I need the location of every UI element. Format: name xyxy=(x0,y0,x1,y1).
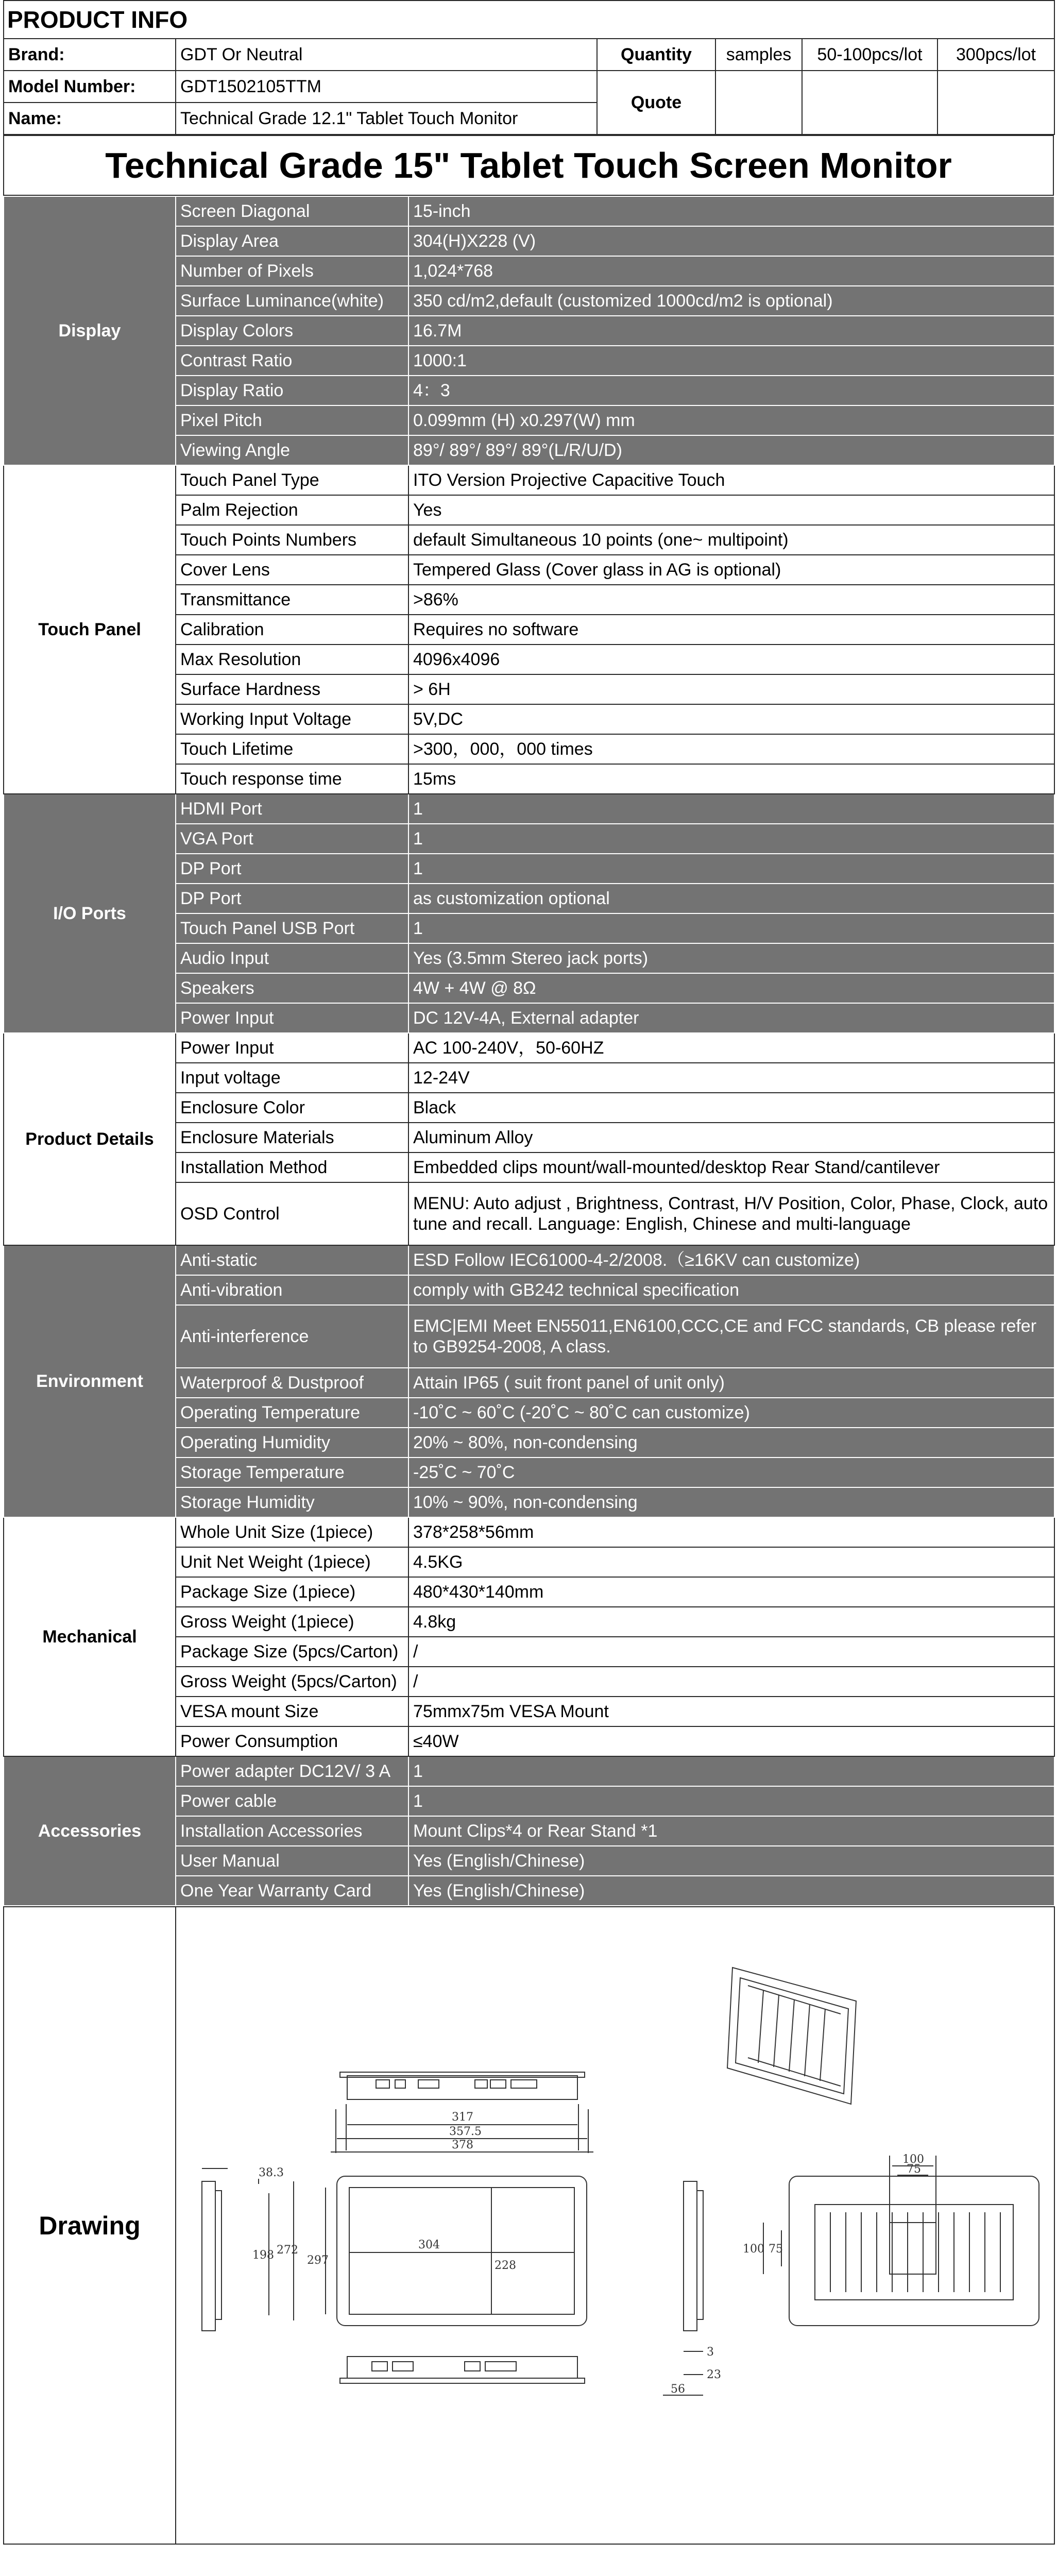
spec-key: HDMI Port xyxy=(176,794,408,824)
qty-col-50-100: 50-100pcs/lot xyxy=(802,39,937,71)
spec-key: Cover Lens xyxy=(176,555,408,585)
model-value: GDT1502105TTM xyxy=(176,71,597,103)
quote-samples-cell xyxy=(715,71,802,134)
spec-key: Touch Panel Type xyxy=(176,465,408,495)
dim-23: 23 xyxy=(707,2368,721,2381)
spec-value: default Simultaneous 10 points (one~ multipoint) xyxy=(408,525,1054,555)
spec-value: Attain IP65 ( suit front panel of unit only) xyxy=(408,1368,1054,1398)
title-table xyxy=(3,135,1054,196)
dim-228: 228 xyxy=(495,2259,516,2272)
section-label: Mechanical xyxy=(4,1517,176,1756)
spec-key: Waterproof & Dustproof xyxy=(176,1368,408,1398)
spec-value: / xyxy=(408,1637,1054,1667)
spec-value: Aluminum Alloy xyxy=(408,1123,1054,1153)
spec-value: DC 12V-4A, External adapter xyxy=(408,1003,1054,1033)
dim-198: 198 xyxy=(252,2249,274,2262)
spec-key: Installation Method xyxy=(176,1153,408,1182)
sheet-title: PRODUCT INFO xyxy=(4,1,1054,39)
spec-value: AC 100-240V，50-60HZ xyxy=(408,1033,1054,1063)
spec-key: Package Size (1piece) xyxy=(176,1577,408,1607)
dim-272: 272 xyxy=(277,2244,298,2257)
section-label: I/O Ports xyxy=(4,794,176,1033)
spec-value: 0.099mm (H) x0.297(W) mm xyxy=(408,405,1054,435)
spec-table xyxy=(3,196,1055,1906)
spec-key: Unit Net Weight (1piece) xyxy=(176,1547,408,1577)
spec-value: 1 xyxy=(408,913,1054,943)
section-label: Environment xyxy=(4,1245,176,1517)
spec-value: 1 xyxy=(408,1756,1054,1786)
spec-key: Power Consumption xyxy=(176,1726,408,1756)
spec-value: EMC|EMI Meet EN55011,EN6100,CCC,CE and FCC standards, CB please refer to GB9254-2008, A class. xyxy=(408,1305,1054,1368)
spec-value: 1 xyxy=(408,824,1054,854)
spec-value: 480*430*140mm xyxy=(408,1577,1054,1607)
spec-key: DP Port xyxy=(176,854,408,884)
spec-value: 10% ~ 90%, non-condensing xyxy=(408,1487,1054,1517)
dim-357-5: 357.5 xyxy=(449,2125,482,2138)
brand-value: GDT Or Neutral xyxy=(176,39,597,71)
spec-value: 4.5KG xyxy=(408,1547,1054,1577)
spec-value: comply with GB242 technical specification xyxy=(408,1275,1054,1305)
spec-key: Number of Pixels xyxy=(176,256,408,286)
spec-key: Pixel Pitch xyxy=(176,405,408,435)
spec-key: Display Area xyxy=(176,226,408,256)
spec-value: Yes xyxy=(408,495,1054,525)
spec-value: 15ms xyxy=(408,764,1054,794)
spec-key: Power Input xyxy=(176,1033,408,1063)
spec-row xyxy=(4,196,1054,226)
spec-key: VGA Port xyxy=(176,824,408,854)
spec-key: Audio Input xyxy=(176,943,408,973)
dim-304: 304 xyxy=(418,2239,440,2251)
spec-value: Black xyxy=(408,1093,1054,1123)
spec-value: ≤40W xyxy=(408,1726,1054,1756)
dim-100-side: 100 xyxy=(743,2243,764,2256)
section-label: Product Details xyxy=(4,1033,176,1245)
quote-label: Quote xyxy=(597,71,715,134)
spec-key: Touch Points Numbers xyxy=(176,525,408,555)
spec-key: Transmittance xyxy=(176,585,408,615)
spec-key: Palm Rejection xyxy=(176,495,408,525)
section-label: Touch Panel xyxy=(4,465,176,794)
product-info-sheet xyxy=(3,0,1054,2545)
spec-value: >86% xyxy=(408,585,1054,615)
spec-key: Surface Luminance(white) xyxy=(176,286,408,316)
spec-key: Display Colors xyxy=(176,316,408,346)
isometric-view-drawing xyxy=(727,1968,856,2104)
spec-value: 89°/ 89°/ 89°/ 89°(L/R/U/D) xyxy=(408,435,1054,465)
model-label: Model Number: xyxy=(4,71,176,103)
technical-drawing xyxy=(176,1908,1053,2543)
spec-value: Yes (3.5mm Stereo jack ports) xyxy=(408,943,1054,973)
spec-key: Storage Temperature xyxy=(176,1458,408,1487)
dim-378: 378 xyxy=(452,2139,473,2151)
spec-key: Input voltage xyxy=(176,1063,408,1093)
spec-key: One Year Warranty Card xyxy=(176,1876,408,1906)
spec-key: Enclosure Color xyxy=(176,1093,408,1123)
spec-key: Display Ratio xyxy=(176,376,408,405)
spec-value: -10˚C ~ 60˚C (-20˚C ~ 80˚C can customize) xyxy=(408,1398,1054,1428)
drawing-table xyxy=(3,1906,1055,2545)
spec-key: Power adapter DC12V/ 3 A xyxy=(176,1756,408,1786)
spec-row xyxy=(4,1517,1054,1547)
spec-value: 1 xyxy=(408,794,1054,824)
spec-value: 4W + 4W @ 8Ω xyxy=(408,973,1054,1003)
spec-key: Max Resolution xyxy=(176,645,408,674)
spec-value: ITO Version Projective Capacitive Touch xyxy=(408,465,1054,495)
spec-value: 4：3 xyxy=(408,376,1054,405)
spec-key: Working Input Voltage xyxy=(176,704,408,734)
spec-key: Anti-static xyxy=(176,1245,408,1275)
section-label: Accessories xyxy=(4,1756,176,1906)
spec-value: 378*258*56mm xyxy=(408,1517,1054,1547)
spec-value: Tempered Glass (Cover glass in AG is optional) xyxy=(408,555,1054,585)
spec-key: Anti-interference xyxy=(176,1305,408,1368)
spec-value: ESD Follow IEC61000-4-2/2008.（≥16KV can customize) xyxy=(408,1245,1054,1275)
spec-key: OSD Control xyxy=(176,1182,408,1245)
spec-value: MENU: Auto adjust , Brightness, Contrast, H/V Position, Color, Phase, Clock, auto tune and recall. Language: English, Chinese and multi-language xyxy=(408,1182,1054,1245)
side-view-right-drawing xyxy=(663,2181,703,2395)
spec-value: as customization optional xyxy=(408,884,1054,913)
header-table xyxy=(3,0,1055,135)
spec-key: VESA mount Size xyxy=(176,1697,408,1726)
spec-key: Whole Unit Size (1piece) xyxy=(176,1517,408,1547)
spec-value: 15-inch xyxy=(408,196,1054,226)
dim-75-top: 75 xyxy=(907,2163,921,2176)
dim-75-side: 75 xyxy=(769,2243,783,2256)
spec-key: Screen Diagonal xyxy=(176,196,408,226)
spec-key: Power cable xyxy=(176,1786,408,1816)
spec-key: Gross Weight (1piece) xyxy=(176,1607,408,1637)
spec-key: Gross Weight (5pcs/Carton) xyxy=(176,1667,408,1697)
spec-row xyxy=(4,1033,1054,1063)
spec-key: Enclosure Materials xyxy=(176,1123,408,1153)
spec-value: 1000:1 xyxy=(408,346,1054,376)
spec-value: Requires no software xyxy=(408,615,1054,645)
spec-key: DP Port xyxy=(176,884,408,913)
spec-value: 1,024*768 xyxy=(408,256,1054,286)
spec-value: Mount Clips*4 or Rear Stand *1 xyxy=(408,1816,1054,1846)
drawing-area xyxy=(176,1907,1054,2544)
quantity-label: Quantity xyxy=(597,39,715,71)
spec-value: 1 xyxy=(408,854,1054,884)
brand-label: Brand: xyxy=(4,39,176,71)
spec-value: 20% ~ 80%, non-condensing xyxy=(408,1428,1054,1458)
name-label: Name: xyxy=(4,103,176,134)
spec-key: Touch Lifetime xyxy=(176,734,408,764)
spec-value: 16.7M xyxy=(408,316,1054,346)
dim-297: 297 xyxy=(307,2254,329,2267)
dim-38-3: 38.3 xyxy=(259,2166,284,2179)
spec-key: Contrast Ratio xyxy=(176,346,408,376)
spec-key: Speakers xyxy=(176,973,408,1003)
spec-value: 5V,DC xyxy=(408,704,1054,734)
spec-value: 1 xyxy=(408,1786,1054,1816)
spec-key: Package Size (5pcs/Carton) xyxy=(176,1637,408,1667)
spec-key: Touch Panel USB Port xyxy=(176,913,408,943)
spec-key: Touch response time xyxy=(176,764,408,794)
spec-value: 304(H)X228 (V) xyxy=(408,226,1054,256)
spec-key: User Manual xyxy=(176,1846,408,1876)
spec-key: Viewing Angle xyxy=(176,435,408,465)
dim-100-top: 100 xyxy=(902,2153,924,2166)
spec-value: Yes (English/Chinese) xyxy=(408,1876,1054,1906)
spec-key: Operating Humidity xyxy=(176,1428,408,1458)
drawing-label: Drawing xyxy=(4,1907,176,2544)
spec-key: Calibration xyxy=(176,615,408,645)
spec-body xyxy=(4,196,1054,1906)
spec-value: Embedded clips mount/wall-mounted/desktop Rear Stand/cantilever xyxy=(408,1153,1054,1182)
spec-value: 350 cd/m2,default (customized 1000cd/m2 is optional) xyxy=(408,286,1054,316)
quote-50-100-cell xyxy=(802,71,937,134)
dim-317: 317 xyxy=(452,2111,473,2124)
spec-value: 4096x4096 xyxy=(408,645,1054,674)
spec-row xyxy=(4,794,1054,824)
bottom-view-drawing xyxy=(340,2357,585,2383)
spec-value: 12-24V xyxy=(408,1063,1054,1093)
spec-value: Yes (English/Chinese) xyxy=(408,1846,1054,1876)
spec-row xyxy=(4,1756,1054,1786)
section-label: Display xyxy=(4,196,176,465)
rear-view-drawing xyxy=(763,2156,1039,2326)
spec-value: -25˚C ~ 70˚C xyxy=(408,1458,1054,1487)
name-value: Technical Grade 12.1" Tablet Touch Monitor xyxy=(176,103,597,134)
spec-row xyxy=(4,1245,1054,1275)
spec-value: 75mmx75m VESA Mount xyxy=(408,1697,1054,1726)
spec-key: Installation Accessories xyxy=(176,1816,408,1846)
spec-key: Storage Humidity xyxy=(176,1487,408,1517)
dim-3: 3 xyxy=(707,2346,714,2359)
spec-value: / xyxy=(408,1667,1054,1697)
spec-value: > 6H xyxy=(408,674,1054,704)
quote-300-cell xyxy=(937,71,1054,134)
spec-key: Power Input xyxy=(176,1003,408,1033)
spec-key: Anti-vibration xyxy=(176,1275,408,1305)
spec-key: Surface Hardness xyxy=(176,674,408,704)
qty-col-300: 300pcs/lot xyxy=(937,39,1054,71)
product-title: Technical Grade 15" Tablet Touch Screen Monitor xyxy=(4,135,1053,195)
spec-value: 4.8kg xyxy=(408,1607,1054,1637)
spec-row xyxy=(4,465,1054,495)
dim-56: 56 xyxy=(671,2383,685,2396)
spec-key: Operating Temperature xyxy=(176,1398,408,1428)
qty-col-samples: samples xyxy=(715,39,802,71)
side-view-left-drawing xyxy=(202,2168,228,2331)
spec-value: >300，000，000 times xyxy=(408,734,1054,764)
